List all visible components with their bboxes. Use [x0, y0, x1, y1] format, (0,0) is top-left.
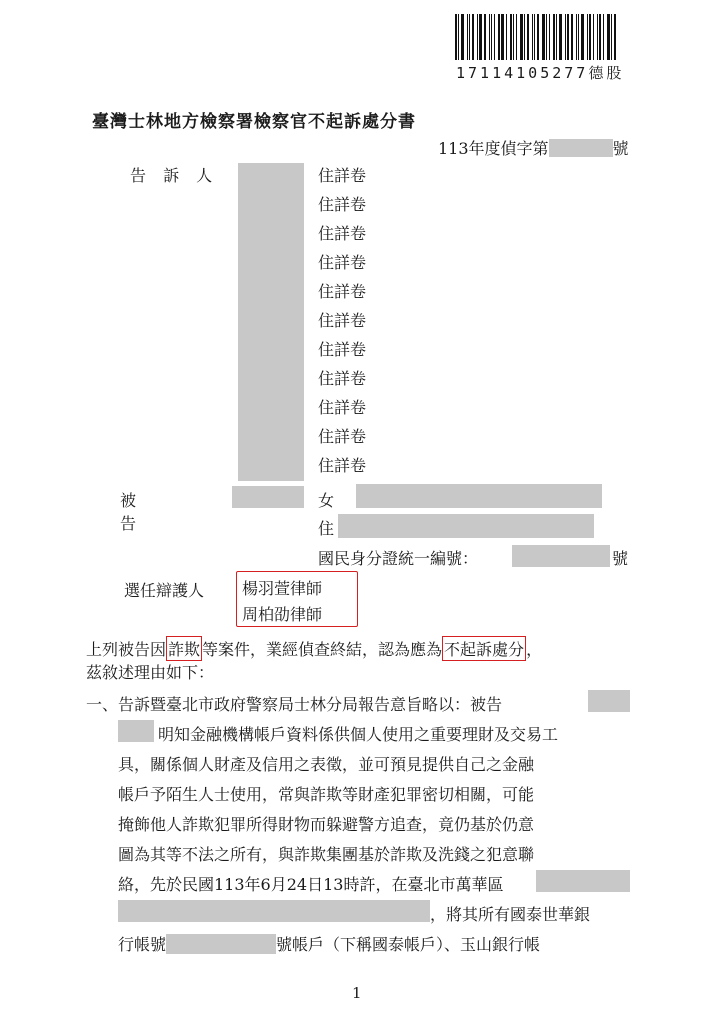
barcode-bar [498, 14, 500, 60]
section1-line-4: 帳戶予陌生人士使用，常與詐欺等財產犯罪密切相關，可能 [118, 785, 535, 804]
complainant-address-line: 住詳卷 [318, 253, 367, 272]
barcode-bar [537, 14, 539, 60]
charge-highlight: 詐欺 [166, 636, 202, 661]
complainant-address-line: 住詳卷 [318, 369, 367, 388]
barcode-bar [513, 14, 514, 60]
case-number-suffix: 號 [612, 139, 629, 158]
redacted-id-number [512, 545, 610, 567]
barcode-bar [491, 14, 492, 60]
barcode-number: 17114105277德股 [456, 64, 625, 82]
barcode-bar [501, 14, 504, 60]
barcode-bar [461, 14, 464, 60]
section1-line-8: ，將其所有國泰世華銀 [430, 905, 591, 924]
barcode-bar [469, 14, 470, 60]
barcode-bar [510, 14, 512, 60]
case-number [438, 136, 629, 159]
barcode-bar [524, 14, 525, 60]
redacted-location-1 [536, 870, 630, 892]
barcode-bar [546, 14, 547, 60]
barcode-bar [565, 14, 566, 60]
barcode-bar [549, 14, 550, 60]
case-number-prefix: 113年度偵字第 [438, 139, 549, 158]
barcode-bar [597, 14, 598, 60]
complainant-address-line: 住詳卷 [318, 166, 367, 185]
redacted-case-number [549, 139, 613, 157]
redacted-defendant-name-2 [588, 690, 630, 712]
barcode-bar [458, 14, 459, 60]
lawyer-2: 周柏劭律師 [242, 605, 323, 624]
barcode-bar [484, 14, 486, 60]
barcode-bar [599, 14, 601, 60]
barcode-bar [532, 14, 533, 60]
barcode-bar [516, 14, 517, 60]
barcode-bar [553, 14, 555, 60]
redacted-defendant-name [232, 486, 304, 508]
complainant-address-line: 住詳卷 [318, 427, 367, 446]
barcode-bar [556, 14, 557, 60]
section1-line-1: 一、告訴暨臺北市政府警察局士林分局報告意旨略以：被告 [86, 695, 503, 714]
barcode-bar [567, 14, 569, 60]
barcode-bar [589, 14, 591, 60]
section1-line-2: 明知金融機構帳戶資料係供個人使用之重要理財及交易工 [158, 725, 559, 744]
complainant-address-line: 住詳卷 [318, 195, 367, 214]
lawyer-1: 楊羽萱律師 [242, 579, 323, 598]
redacted-defendant-address [338, 514, 594, 538]
section1-line-3: 具，關係個人財產及信用之表徵，並可預見提供自己之金融 [118, 755, 535, 774]
redacted-account-number [166, 934, 276, 954]
defendant-id-suffix: 號 [612, 549, 629, 568]
barcode-bar [559, 14, 562, 60]
redacted-location-2 [118, 900, 430, 922]
defense-counsel-label: 選任辯護人 [124, 581, 205, 600]
barcode-bar [527, 14, 529, 60]
barcode-bar [587, 14, 588, 60]
defendant-address-label: 住 [318, 519, 335, 538]
barcode-bar [578, 14, 579, 60]
complainant-address-line: 住詳卷 [318, 398, 367, 417]
barcode-bar [571, 14, 573, 60]
barcode-bar [607, 14, 610, 60]
redacted-defendant-name-3 [118, 720, 154, 742]
defendant-label: 被 告 [120, 491, 177, 533]
defendant-gender: 女 [318, 491, 335, 510]
barcode-bar [603, 14, 604, 60]
complainant-address-line: 住詳卷 [318, 311, 367, 330]
complainant-address-line: 住詳卷 [318, 224, 367, 243]
barcode-bar [477, 14, 478, 60]
complainant-address-line: 住詳卷 [318, 340, 367, 359]
barcode-bar [576, 14, 577, 60]
decision-highlight: 不起訴處分 [442, 636, 526, 661]
document-title: 臺灣士林地方檢察署檢察官不起訴處分書 [92, 112, 416, 132]
page-number: 1 [352, 984, 362, 1002]
barcode-bar [614, 14, 616, 60]
redacted-birth-info [356, 484, 602, 508]
section1-line-7: 絡，先於民國113年6月24日13時許，在臺北市萬華區 [118, 875, 504, 894]
complainant-address-line: 住詳卷 [318, 456, 367, 475]
barcode-bar [593, 14, 594, 60]
defendant-id-label: 國民身分證統一編號： [318, 549, 479, 568]
barcode-bar [494, 14, 495, 60]
barcode-bar [581, 14, 584, 60]
section1-line-9: 行帳號 號帳戶（下稱國泰帳戶）、玉山銀行帳 [118, 935, 541, 954]
barcode-bar [520, 14, 523, 60]
barcode-bar [611, 14, 612, 60]
barcode [455, 14, 635, 60]
barcode-bar [455, 14, 457, 60]
barcode-bar [472, 14, 474, 60]
barcode-bar [467, 14, 468, 60]
intro-line-2: 茲敘述理由如下： [86, 663, 215, 682]
barcode-bar [479, 14, 482, 60]
barcode-bar [506, 14, 507, 60]
section1-line-5: 掩飾他人詐欺犯罪所得財物而躲避警方追查，竟仍基於仍意 [118, 815, 535, 834]
barcode-bar [542, 14, 545, 60]
barcode-bar [489, 14, 490, 60]
redacted-complainant-names [238, 163, 304, 481]
complainant-address-line: 住詳卷 [318, 282, 367, 301]
complainant-label: 告 訴 人 [130, 166, 219, 185]
intro-line-1: 上列被告因 詐欺 等案件，業經偵查終結，認為應為 不起訴處分 ， [86, 636, 542, 661]
barcode-bar [534, 14, 535, 60]
section1-line-6: 圖為其等不法之所有，與詐欺集團基於詐欺及洗錢之犯意聯 [118, 845, 535, 864]
